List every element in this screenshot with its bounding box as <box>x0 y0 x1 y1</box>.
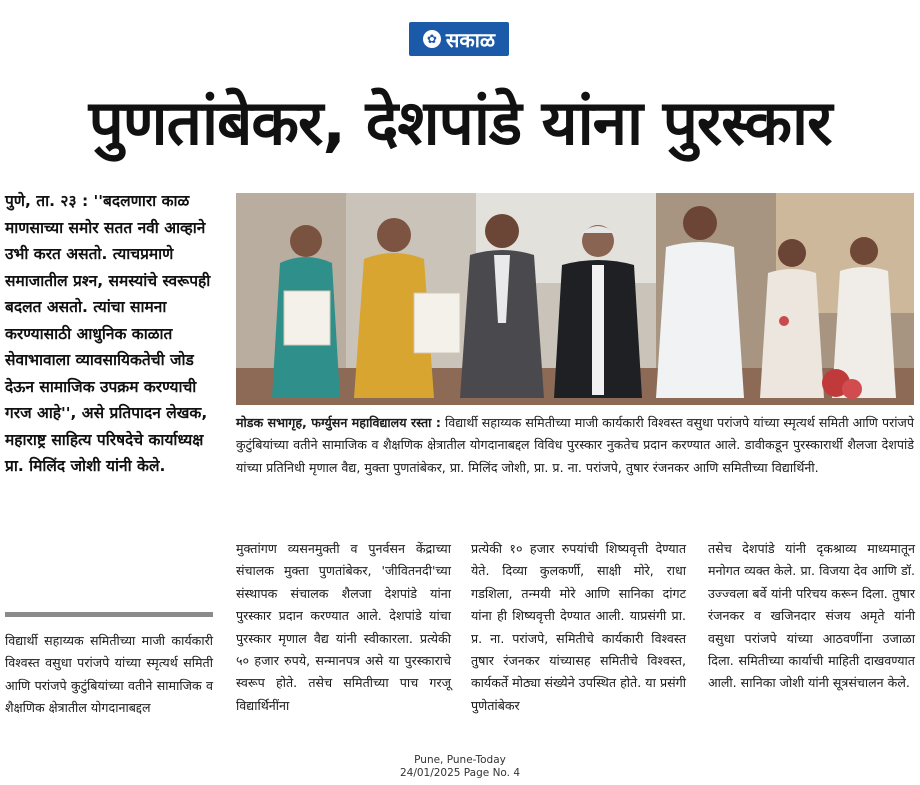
column-divider <box>5 612 213 617</box>
headline: पुणतांबेकर, देशपांडे यांना पुरस्कार <box>88 86 832 159</box>
event-photo-illustration <box>236 193 914 405</box>
body-column-2: मुक्तांगण व्यसनमुक्ती व पुनर्वसन केंद्राच्या संचालक मुक्ता पुणतांबेकर, 'जीवितनदी'च्या संस्थापक संचालक शैलजा देशपांडे यांना पुरस्कार प्रदान करण्यात आले. देशपांडे यांचा पुरस्कार मृणाल वैद्य यांनी स्वीकारला. प्रत्येकी ५० हजार रुपये, सन्मानपत्र असे या पुरस्काराचे स्वरूप होते. तसेच समितीच्या पाच गरजू विद्यार्थिनींना <box>236 541 451 713</box>
lead-paragraph: पुणे, ता. २३ : ''बदलणारा काळ माणसाच्या समोर सतत नवी आव्हाने उभी करत असतो. त्याचप्रमाणे समाजातील प्रश्‍न, समस्यांचे स्वरूपही बदलत असतो. त्यांचा सामना करण्यासाठी आधुनिक काळात सेवाभावाला व्यावसायिकतेची जोड देऊन सामाजिक उपक्रम करण्याची गरज आहे'', असे प्रतिपादन लेखक, महाराष्ट्र साहित्य परिषदेचे कार्याध्यक्ष प्रा. मिलिंद जोशी यांनी केले. <box>5 192 211 475</box>
footer-date-page: 24/01/2025 Page No. 4 <box>399 767 521 779</box>
logo-emblem-icon: ✿ <box>423 30 441 48</box>
caption-place: मोडक सभागृह, फर्ग्युसन महाविद्यालय रस्ता : <box>236 415 441 430</box>
event-photo <box>236 193 914 405</box>
newspaper-logo <box>409 22 509 56</box>
body-column-4: तसेच देशपांडे यांनी दृकश्राव्य माध्यमातून मनोगत व्यक्त केले. प्रा. विजया देव आणि डॉ. उज्ज्वला बर्वे यांनी परिचय करून दिला. तुषार रंजनकर व खजिनदार संजय अमृते यांनी वसुधा परांजपे यांच्या आठवणींना उजाळा दिला. समितीच्या कार्याची माहिती दाखवण्यात आली. सानिका जोशी यांनी सूत्रसंचालन केले. <box>708 541 915 691</box>
body-column-3: प्रत्येकी १० हजार रुपयांची शिष्यवृत्ती देण्यात येते. दिव्या कुलकर्णी, साक्षी मोरे, राधा गडशिला, तन्मयी मोरे आणि सानिका दांगट यांना ही शिष्यवृत्ती देण्यात आली. याप्रसंगी प्रा. प्र. ना. परांजपे, समितीचे कार्यकारी विश्‍वस्त तुषार रंजनकर यांच्यासह समितीचे विश्‍वस्त, कार्यकर्ते मोठ्या संख्येने उपस्थित होते. या प्रसंगी पुणेतांबेकर <box>471 541 686 713</box>
logo-text: सकाळ <box>445 27 496 52</box>
footer-edition: Pune, Pune-Today <box>414 754 506 766</box>
caption-text: विद्यार्थी सहाय्यक समितीच्या माजी कार्यकारी विश्‍वस्त वसुधा परांजपे यांच्या स्मृत्यर्थ समिती आणि परांजपे कुटुंबियांच्या वतीने सामाजिक व शैक्षणिक क्षेत्रातील योगदानाबद्दल विविध पुरस्कार नुकतेच प्रदान करण्यात आले. डावीकडून पुरस्कारार्थी शैलजा देशपांडे यांच्या प्रतिनिधी मृणाल वैद्य, मुक्ता पुणतांबेकर, प्रा. मिलिंद जोशी, प्रा. प्र. ना. परांजपे, तुषार रंजनकर आणि समितीच्या विद्यार्थिनी. <box>236 415 915 475</box>
page-footer <box>380 754 540 780</box>
photo-caption <box>236 412 914 479</box>
body-column-1: विद्यार्थी सहाय्यक समितीच्या माजी कार्यकारी विश्‍वस्त वसुधा परांजपे यांच्या स्मृत्यर्थ समिती आणि परांजपे कुटुंबियांच्या वतीने सामाजिक व शैक्षणिक क्षेत्रातील योगदानाबद्दल <box>5 633 213 716</box>
